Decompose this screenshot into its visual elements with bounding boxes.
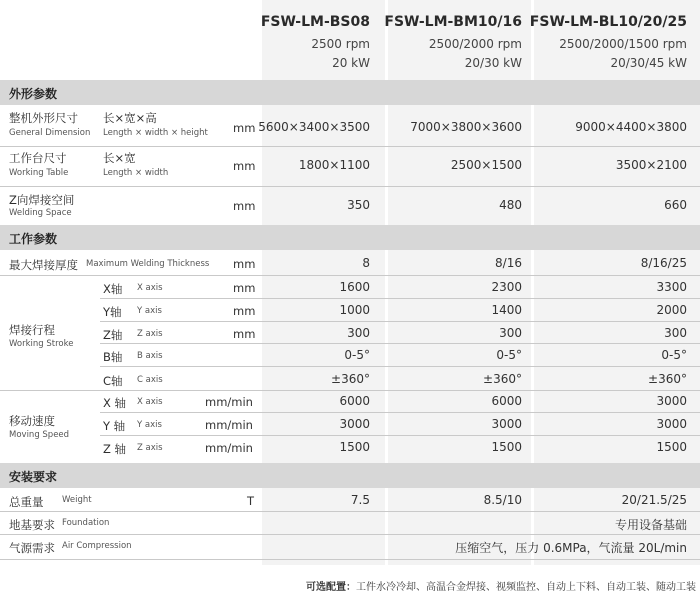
value-cell: 3500×2100 — [615, 158, 687, 172]
row-unit: mm — [233, 304, 256, 318]
row-unit: mm — [233, 159, 256, 173]
section-title: 外形参数 — [9, 87, 58, 101]
axis-label-en: X axis — [137, 397, 163, 407]
value-cell: 7000×3800×3600 — [410, 120, 522, 134]
axis-label-en: Y axis — [137, 306, 162, 316]
value-cell: 专用设备基础 — [614, 518, 687, 532]
value-cell: 2000 — [656, 303, 687, 317]
value-cell: 9000×4400×3800 — [575, 120, 687, 134]
axis-label-cn: X轴 — [103, 282, 123, 296]
section-title: 安装要求 — [9, 470, 58, 484]
value-cell: ±360° — [483, 372, 522, 386]
axis-label-cn: Y 轴 — [103, 419, 126, 433]
row-sub-cn: 长×宽 — [103, 151, 136, 165]
axis-label-cn: Z轴 — [103, 328, 123, 342]
value-cell: 5600×3400×3500 — [258, 120, 370, 134]
row-divider — [100, 435, 700, 436]
row-label-cn: 地基要求 — [9, 518, 55, 532]
model-speed-3: 2500/2000/1500 rpm — [559, 37, 687, 51]
group-label-cn: 移动速度 — [9, 414, 55, 428]
value-cell: 300 — [664, 326, 687, 340]
value-cell: 6000 — [491, 394, 522, 408]
value-cell: 2500×1500 — [450, 158, 522, 172]
axis-label-cn: C轴 — [103, 374, 123, 388]
row-unit: mm — [233, 281, 256, 295]
axis-label-en: X axis — [137, 283, 163, 293]
axis-label-en: Z axis — [137, 443, 163, 453]
row-unit: mm/min — [205, 441, 253, 455]
value-cell: 8/16 — [495, 256, 522, 270]
value-cell: ±360° — [648, 372, 687, 386]
row-label-en: Foundation — [62, 518, 110, 528]
value-cell: 660 — [664, 198, 687, 212]
optional-config-text: 工件水冷冷却、高温合金焊接、视频监控、自动上下料、自动工装、随动工装 — [356, 582, 696, 593]
value-cell: 8/16/25 — [640, 256, 687, 270]
axis-label-cn: B轴 — [103, 350, 123, 364]
value-cell: 8 — [362, 256, 370, 270]
model-power-1: 20 kW — [332, 56, 370, 70]
row-divider — [0, 275, 700, 276]
model-name-3: FSW-LM-BL10/20/25 — [529, 14, 687, 30]
row-divider — [100, 366, 700, 367]
row-label-en: Air Compression — [62, 541, 132, 551]
model-speed-1: 2500 rpm — [311, 37, 370, 51]
model-name-1: FSW-LM-BS08 — [260, 14, 370, 30]
value-cell: 压缩空气，压力 0.6MPa，气流量 20L/min — [455, 541, 687, 555]
row-label-en: Weight — [62, 495, 92, 505]
row-unit: mm/min — [205, 418, 253, 432]
row-unit: mm/min — [205, 395, 253, 409]
model-speed-2: 2500/2000 rpm — [428, 37, 522, 51]
value-cell: 0-5° — [344, 348, 370, 362]
value-cell: 3000 — [656, 417, 687, 431]
model-power-2: 20/30 kW — [464, 56, 522, 70]
row-label-cn: 最大焊接厚度 — [9, 258, 78, 272]
optional-config-label: 可选配置： — [306, 582, 356, 593]
value-cell: 350 — [347, 198, 370, 212]
optional-config-note — [306, 578, 696, 593]
section-install-requirements — [0, 463, 700, 488]
row-label-en: Maximum Welding Thickness — [86, 259, 210, 269]
row-unit: mm — [233, 257, 256, 271]
value-cell: 1800×1100 — [298, 158, 370, 172]
value-cell: 3000 — [656, 394, 687, 408]
row-label-cn: 工作台尺寸 — [9, 151, 67, 165]
row-unit: mm — [233, 121, 256, 135]
value-cell: 1500 — [491, 440, 522, 454]
group-label-en: Working Stroke — [9, 339, 74, 349]
group-label-cn: 焊接行程 — [9, 323, 55, 337]
row-unit: mm — [233, 327, 256, 341]
model-name-2: FSW-LM-BM10/16 — [384, 14, 522, 30]
row-sub-cn: 长×宽×高 — [103, 111, 157, 125]
row-label-cn: 气源需求 — [9, 541, 55, 555]
table-bottom-border — [0, 559, 700, 560]
section-title: 工作参数 — [9, 232, 58, 246]
section-shape-params — [0, 80, 700, 105]
section-work-params — [0, 225, 700, 250]
row-unit: mm — [233, 199, 256, 213]
value-cell: 1500 — [656, 440, 687, 454]
value-cell: 480 — [499, 198, 522, 212]
value-cell: 1000 — [339, 303, 370, 317]
axis-label-cn: Y轴 — [103, 305, 122, 319]
row-divider — [0, 534, 700, 535]
row-divider — [100, 321, 700, 322]
axis-label-cn: Z 轴 — [103, 442, 127, 456]
row-label-en: Working Table — [9, 168, 69, 178]
value-cell: 8.5/10 — [483, 493, 522, 507]
axis-label-cn: X 轴 — [103, 396, 127, 410]
row-label-cn: 整机外形尺寸 — [9, 111, 78, 125]
axis-label-en: Z axis — [137, 329, 163, 339]
row-label-en: General Dimension — [9, 128, 91, 138]
value-cell: 1600 — [339, 280, 370, 294]
axis-label-en: C axis — [137, 375, 163, 385]
value-cell: 0-5° — [661, 348, 687, 362]
row-divider — [0, 146, 700, 147]
row-divider — [0, 390, 700, 391]
row-divider — [100, 298, 700, 299]
value-cell: 1400 — [491, 303, 522, 317]
row-sub-en: Length × width — [103, 168, 169, 178]
value-cell: 7.5 — [350, 493, 370, 507]
value-cell: ±360° — [331, 372, 370, 386]
axis-label-en: Y axis — [137, 420, 162, 430]
row-label-en: Welding Space — [9, 208, 72, 218]
row-divider — [100, 343, 700, 344]
row-label-cn: 总重量 — [9, 495, 44, 509]
value-cell: 20/21.5/25 — [621, 493, 687, 507]
value-cell: 3300 — [656, 280, 687, 294]
value-cell: 6000 — [339, 394, 370, 408]
value-cell: 300 — [499, 326, 522, 340]
row-label-cn: Z向焊接空间 — [9, 193, 75, 207]
row-divider — [100, 412, 700, 413]
value-cell: 1500 — [339, 440, 370, 454]
model-power-3: 20/30/45 kW — [610, 56, 687, 70]
value-cell: 3000 — [491, 417, 522, 431]
row-divider — [0, 186, 700, 187]
value-cell: 2300 — [491, 280, 522, 294]
group-label-en: Moving Speed — [9, 430, 70, 440]
row-unit: T — [247, 494, 255, 508]
row-sub-en: Length × width × height — [103, 128, 208, 138]
value-cell: 3000 — [339, 417, 370, 431]
value-cell: 300 — [347, 326, 370, 340]
row-divider — [0, 511, 700, 512]
value-cell: 0-5° — [496, 348, 522, 362]
axis-label-en: B axis — [137, 351, 163, 361]
